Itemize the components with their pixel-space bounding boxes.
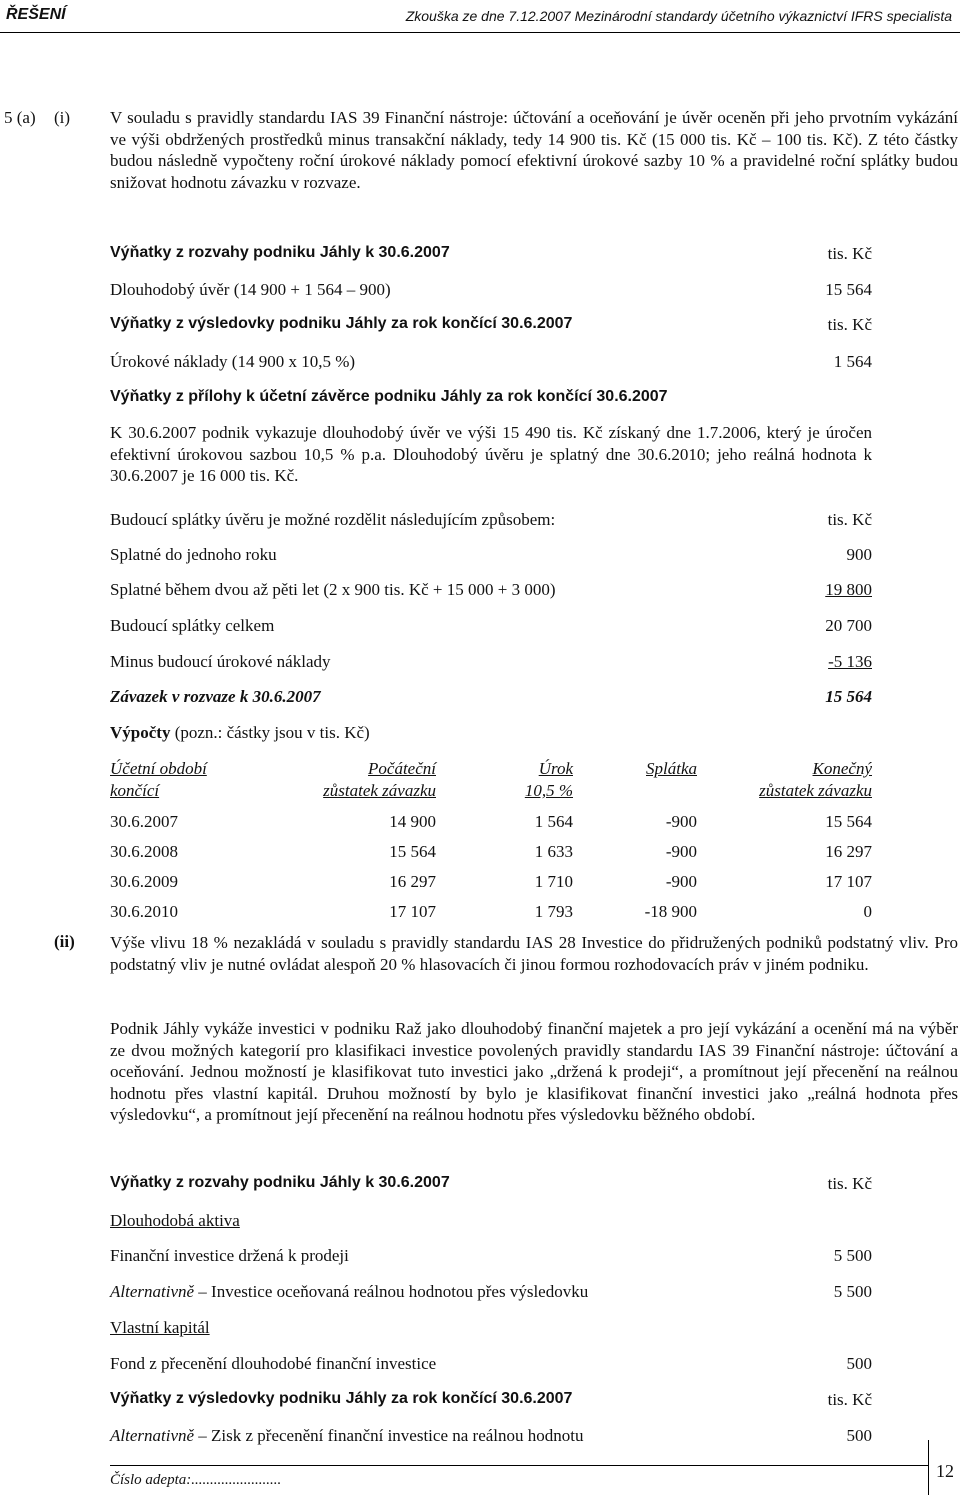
alt-word: Alternativně [110,1282,195,1301]
cell-opening: 15 564 [389,842,436,861]
cell-opening: 14 900 [389,812,436,831]
is1-item-value: 1 564 [833,352,872,371]
fv-label [110,1282,588,1302]
bs1-item-label: Dlouhodobý úvěr (14 900 + 1 564 – 900) [110,280,391,299]
repay-row-value: -5 136 [828,652,872,671]
cell-payment: -900 [665,812,697,831]
notes-title: Výňatky z přílohy k účetní závěrce podniku Jáhly za rok končící 30.6.2007 [110,388,668,405]
cell-period: 30.6.2007 [110,812,178,831]
repay-row-label: Budoucí splátky celkem [110,616,275,635]
footer-vertical-divider [928,1440,929,1495]
col-header-period [110,758,207,802]
cell-interest: 1 564 [534,812,573,831]
page-header [0,0,960,34]
is2-unit: tis. Kč [827,1390,872,1409]
cell-closing: 17 107 [825,872,872,891]
header-divider [0,32,960,33]
header-solution-label: ŘEŠENÍ [6,6,66,23]
candidate-number-label: Číslo adepta:........................ [110,1472,282,1488]
col-header-line: končící [110,781,160,800]
col-header-line: 10,5 % [524,781,573,800]
col-header-line: Úrok [538,759,573,778]
repay-row-value: 19 800 [825,580,872,599]
is2-heading-row [110,1390,872,1412]
alt-word: Alternativně [110,1426,195,1445]
repay-row [110,545,872,567]
is1-item-label: Úrokové náklady (14 900 x 10,5 %) [110,352,356,371]
col-header-interest [525,758,573,802]
col-header-line: Konečný [812,759,872,778]
repay-total-row [110,687,872,709]
bs1-title: Výňatky z rozvahy podniku Jáhly k 30.6.2007 [110,244,450,261]
repay-row-label: Splatné během dvou až pěti let (2 x 900 tis. Kč + 15 000 + 3 000) [110,580,556,599]
calc-title-bold: Výpočty [110,723,171,742]
cell-period: 30.6.2009 [110,872,178,891]
fund-row [110,1354,872,1376]
cell-interest: 1 633 [534,842,573,861]
repay-total-value: 15 564 [825,687,872,706]
afs-value: 5 500 [833,1246,872,1265]
col-header-line: Počáteční [368,759,436,778]
col-header-payment [646,758,697,780]
cell-period: 30.6.2008 [110,842,178,861]
cell-closing: 16 297 [825,842,872,861]
calc-title [110,723,370,743]
fv-value: 5 500 [833,1282,872,1301]
notes-heading-row [110,388,872,410]
equity-row [110,1318,872,1340]
bs2-unit: tis. Kč [827,1174,872,1193]
is1-heading-row [110,315,872,337]
repay-row-value: 20 700 [825,616,872,635]
repay-row-label: Splatné do jednoho roku [110,545,277,564]
bs1-item-row [110,280,872,302]
cell-payment: -900 [665,872,697,891]
col-header-opening [323,758,436,802]
is1-title: Výňatky z výsledovky podniku Jáhly za rok končící 30.6.2007 [110,315,573,332]
repay-row [110,652,872,674]
col-header-line: Splátka [646,759,697,778]
header-exam-title: Zkouška ze dne 7.12.2007 Mezinárodní standardy účetního výkaznictví IFRS specialista [405,8,952,24]
is2-title: Výňatky z výsledovky podniku Jáhly za rok končící 30.6.2007 [110,1390,573,1407]
fund-value: 500 [846,1354,872,1373]
cell-period: 30.6.2010 [110,902,178,921]
cell-interest: 1 793 [534,902,573,921]
afs-label: Finanční investice držená k prodeji [110,1246,349,1265]
notes-paragraph: K 30.6.2007 podnik vykazuje dlouhodobý úvěr ve výši 15 490 tis. Kč získaný dne 1.7.2006, který je úročen efektivní úrokovou sazbou 10,5 % p.a. Dlouhodobý úvěru je splatný dne 30.6.2010; jeho reálná hodnota k 30.6.2007 je 16 000 tis. Kč. [110,423,872,485]
gain-row [110,1426,872,1448]
is1-unit: tis. Kč [827,315,872,334]
calc-title-note: (pozn.: částky jsou v tis. Kč) [170,723,370,742]
bs1-heading-row [110,244,872,266]
fv-label-text: – Investice oceňovaná reálnou hodnotou přes výsledovku [194,1282,589,1301]
cell-opening: 16 297 [389,872,436,891]
gain-value: 500 [846,1426,872,1445]
col-header-closing [759,758,872,802]
footer-divider [110,1465,928,1466]
question-label: 5 (a) [4,108,36,127]
part-i-label: (i) [54,108,71,127]
cell-opening: 17 107 [389,902,436,921]
repay-total-label: Závazek v rozvaze k 30.6.2007 [110,687,321,706]
afs-row [110,1246,872,1268]
bs2-heading-row [110,1174,872,1196]
bs1-unit: tis. Kč [827,244,872,263]
repay-row-value: 900 [846,545,872,564]
part2-paragraph-1: Výše vlivu 18 % nezakládá v souladu s pravidly standardu IAS 28 Investice do přidružených podniků podstatný vliv. Pro podstatný vliv je nutné ovládat alespoň 20 % hlasovacích či jinou formou rozhodovacích práv v jiném podniku. [110,933,958,974]
long-assets-row [110,1211,872,1233]
col-header-line: Účetní období [110,759,207,778]
repay-row [110,580,872,602]
cell-payment: -900 [665,842,697,861]
repay-row [110,616,872,638]
fund-label: Fond z přecenění dlouhodobé finanční investice [110,1354,437,1373]
part2-paragraph-2: Podnik Jáhly vykáže investici v podniku Raž jako dlouhodobý finanční majetek a pro její vykázání a ocenění má na výběr ze dvou možných kategorií pro klasifikaci investice povolených pravidly standardu IAS 39 Finanční nástroje: účtování a oceňování. Jednou možností je klasifikovat tuto investici jako „držená k prodeji“, a promítnout její přecenění na reálnou hodnotu přes vlastní kapitál. Druhou možností by bylo je klasifikovat finanční investici jako „reálná hodnota přes výsledovku“, a promítnout její přecenění na reálnou hodnotu přes výsledovku běžného období. [110,1019,958,1124]
col-header-line: zůstatek závazku [323,781,436,800]
long-assets-heading: Dlouhodobá aktiva [110,1211,240,1230]
bs2-title: Výňatky z rozvahy podniku Jáhly k 30.6.2007 [110,1174,450,1191]
repay-title: Budoucí splátky úvěru je možné rozdělit následujícím způsobem: [110,510,556,529]
gain-label-text: – Zisk z přecenění finanční investice na reálnou hodnotu [194,1426,584,1445]
col-header-line: zůstatek závazku [759,781,872,800]
cell-interest: 1 710 [534,872,573,891]
repay-unit: tis. Kč [827,510,872,529]
equity-heading: Vlastní kapitál [110,1318,210,1337]
is1-item-row [110,352,872,374]
fv-row [110,1282,872,1304]
repay-heading-row [110,510,872,532]
cell-payment: -18 900 [644,902,697,921]
page-number: 12 [936,1461,954,1481]
cell-closing: 0 [863,902,872,921]
gain-label [110,1426,583,1446]
calc-heading-row [110,723,872,745]
cell-closing: 15 564 [825,812,872,831]
bs1-item-value: 15 564 [825,280,872,299]
repay-row-label: Minus budoucí úrokové náklady [110,652,331,671]
intro-paragraph: V souladu s pravidly standardu IAS 39 Finanční nástroje: účtování a oceňování je úvěr oceněn při jeho prvotním vykázání ve výši obdržených prostředků minus transakční náklady, tedy 14 900 tis. Kč (15 000 tis. Kč – 100 tis. Kč). Z této částky budou následně vypočteny roční úrokové náklady pomocí efektivní úrokové sazby 10 % a pravidelné roční splátky budou snižovat hodnotu závazku v rozvaze. [110,108,958,192]
part-ii-label: (ii) [54,932,75,951]
